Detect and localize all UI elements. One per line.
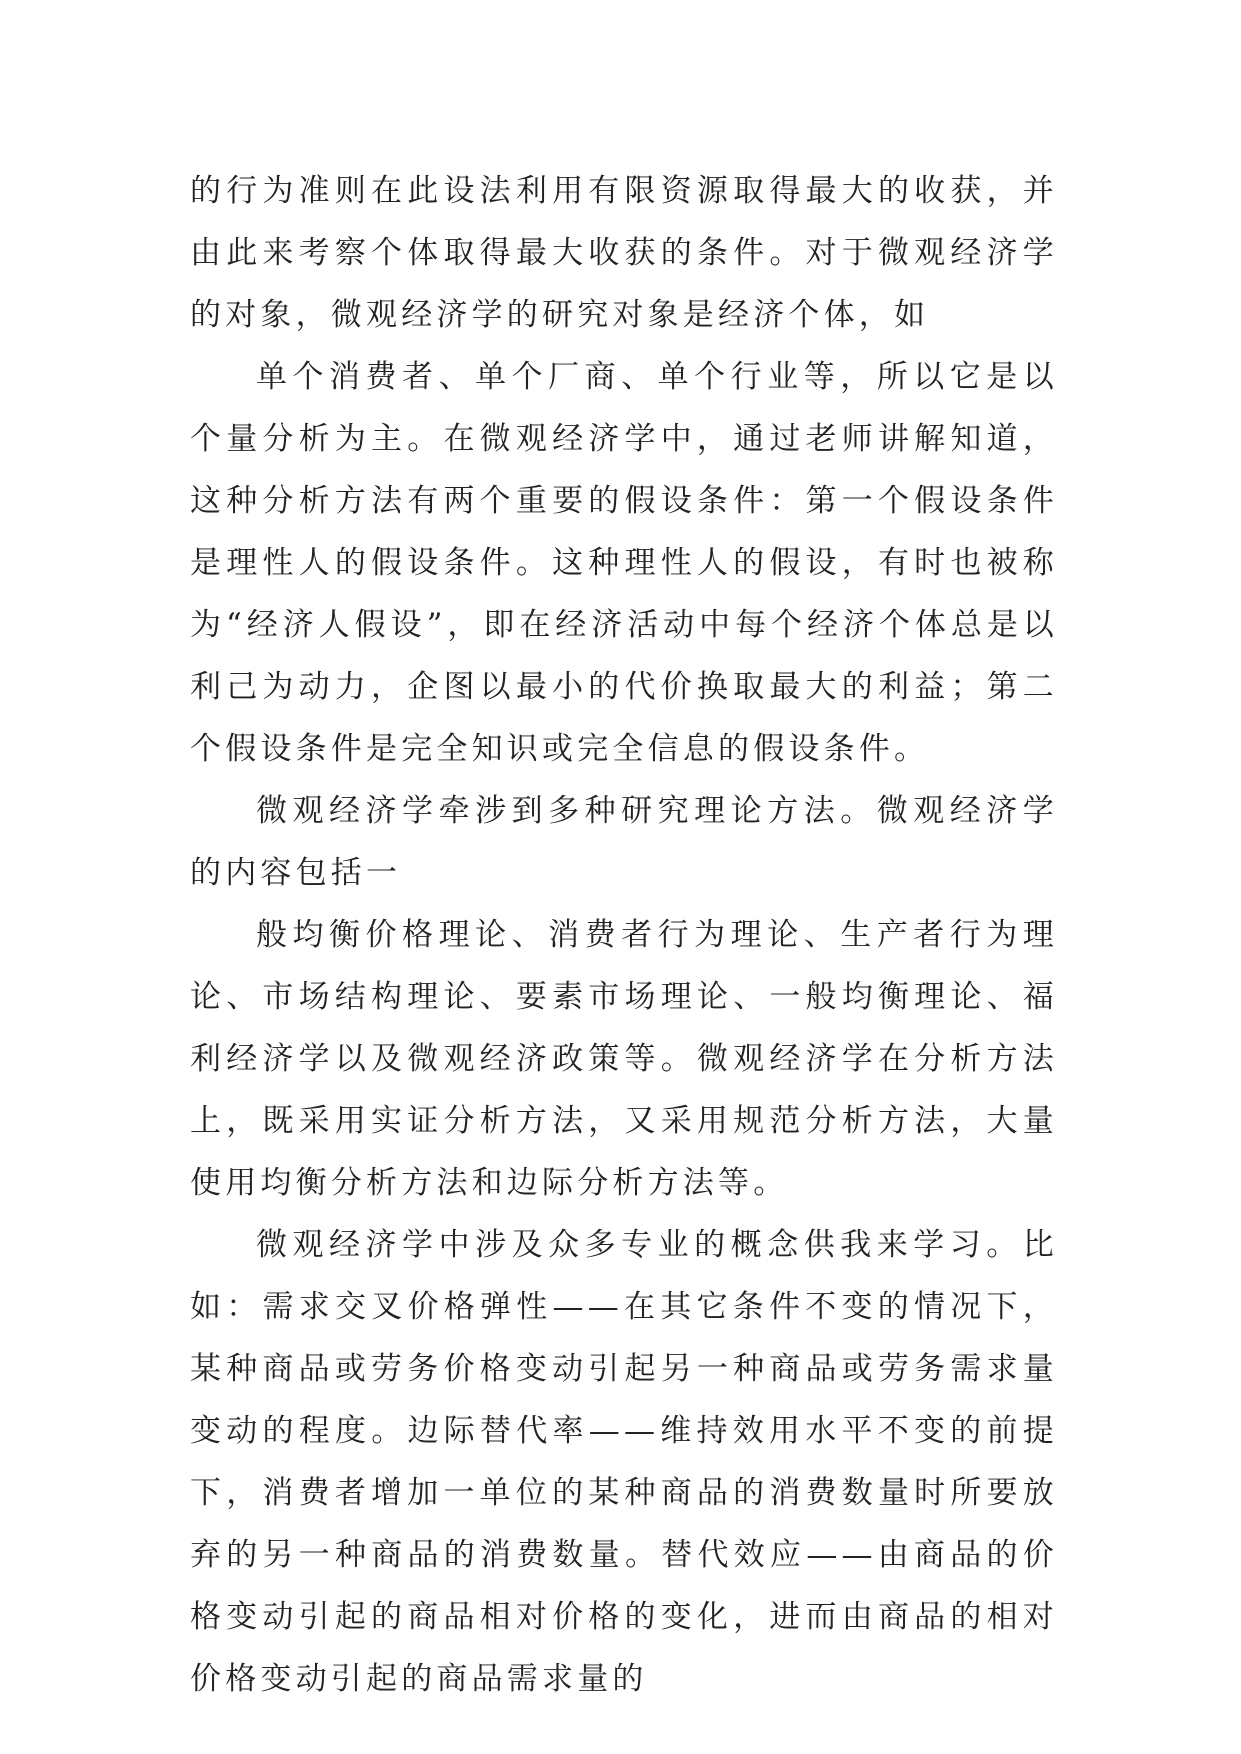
document-body: [190, 160, 1058, 1710]
paragraph-2: 单个消费者、单个厂商、单个行业等，所以它是以个量分析为主。在微观经济学中，通过老师讲解知道，这种分析方法有两个重要的假设条件：第一个假设条件是理性人的假设条件。这种理性人的假设，有时也被称为“经济人假设”，即在经济活动中每个经济个体总是以利己为动力，企图以最小的代价换取最大的利益；第二个假设条件是完全知识或完全信息的假设条件。: [190, 359, 1058, 767]
paragraph-1: 的行为准则在此设法利用有限资源取得最大的收获，并由此来考察个体取得最大收获的条件。对于微观经济学的对象，微观经济学的研究对象是经济个体，如: [190, 173, 1058, 333]
paragraph-3: 微观经济学牵涉到多种研究理论方法。微观经济学的内容包括一: [190, 793, 1058, 891]
paragraph-4: 般均衡价格理论、消费者行为理论、生产者行为理论、市场结构理论、要素市场理论、一般均衡理论、福利经济学以及微观经济政策等。微观经济学在分析方法上，既采用实证分析方法，又采用规范分析方法，大量使用均衡分析方法和边际分析方法等。: [190, 917, 1058, 1201]
paragraph-5: 微观经济学中涉及众多专业的概念供我来学习。比如：需求交叉价格弹性——在其它条件不变的情况下，某种商品或劳务价格变动引起另一种商品或劳务需求量变动的程度。边际替代率——维持效用水平不变的前提下，消费者增加一单位的某种商品的消费数量时所要放弃的另一种商品的消费数量。替代效应——由商品的价格变动引起的商品相对价格的变化，进而由商品的相对价格变动引起的商品需求量的: [190, 1227, 1058, 1697]
